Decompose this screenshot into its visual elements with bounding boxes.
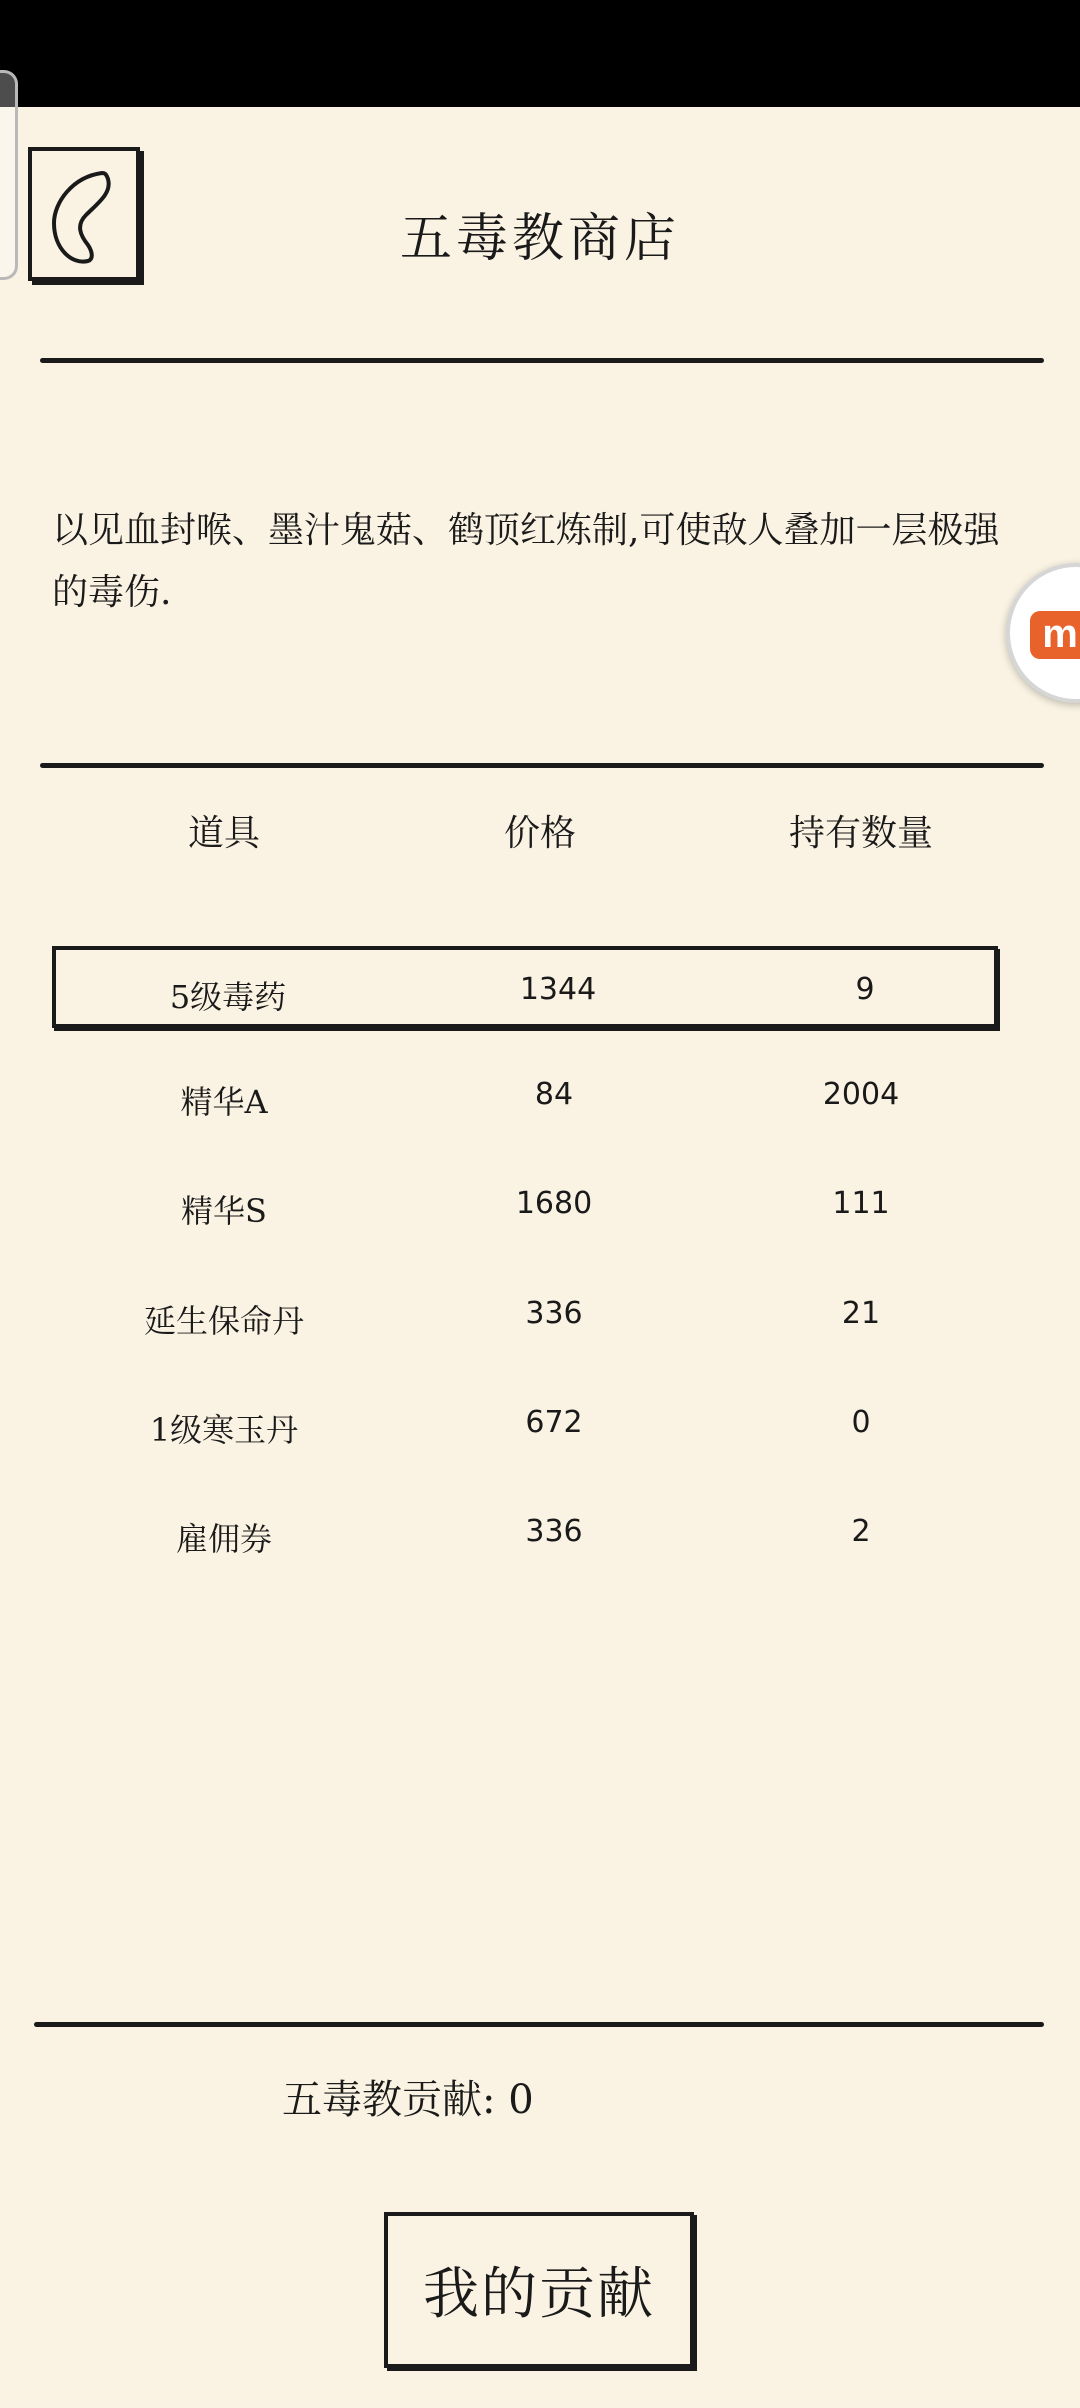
item-owned: 9 — [855, 972, 875, 1007]
item-price: 1680 — [515, 1186, 593, 1221]
item-name: 雇佣券 — [175, 1520, 273, 1558]
item-owned: 111 — [832, 1186, 890, 1221]
item-owned: 0 — [851, 1405, 871, 1440]
item-description: 以见血封喉、墨汁鬼菇、鹤顶红炼制,可使敌人叠加一层极强的毒伤. — [52, 510, 1000, 613]
item-name: 精华S — [181, 1192, 267, 1230]
divider-bottom — [34, 2022, 1044, 2027]
item-price: 1344 — [519, 972, 597, 1007]
floating-assistant-ball[interactable] — [1006, 563, 1080, 703]
app-logo-icon: m — [1030, 611, 1080, 659]
divider-top — [40, 358, 1044, 363]
header-owned: 持有数量 — [788, 813, 934, 854]
table-header — [0, 805, 1080, 865]
item-name: 1级寒玉丹 — [149, 1411, 299, 1449]
contribution-value: 五毒教贡献: 0 — [282, 2077, 534, 2123]
table-row[interactable] — [52, 1274, 998, 1356]
table-row[interactable] — [52, 1383, 998, 1465]
item-name: 5级毒药 — [169, 978, 287, 1016]
header-price: 价格 — [503, 813, 577, 854]
divider-mid — [40, 763, 1044, 768]
item-price: 84 — [534, 1077, 574, 1112]
table-row[interactable] — [52, 1055, 998, 1137]
item-price: 336 — [525, 1296, 583, 1331]
item-price: 672 — [525, 1405, 583, 1440]
my-contribution-button[interactable]: 我的贡献 — [384, 2212, 694, 2368]
header-item: 道具 — [187, 813, 261, 854]
item-name: 延生保命丹 — [143, 1302, 305, 1340]
status-bar — [0, 0, 1080, 107]
item-price: 336 — [525, 1514, 583, 1549]
table-row[interactable] — [52, 1492, 998, 1574]
page-title: 五毒教商店 — [399, 209, 680, 269]
item-name: 精华A — [180, 1083, 268, 1121]
item-owned: 21 — [841, 1296, 881, 1331]
item-owned: 2 — [851, 1514, 871, 1549]
table-row[interactable] — [52, 946, 998, 1028]
table-row[interactable] — [52, 1164, 998, 1246]
item-owned: 2004 — [822, 1077, 900, 1112]
